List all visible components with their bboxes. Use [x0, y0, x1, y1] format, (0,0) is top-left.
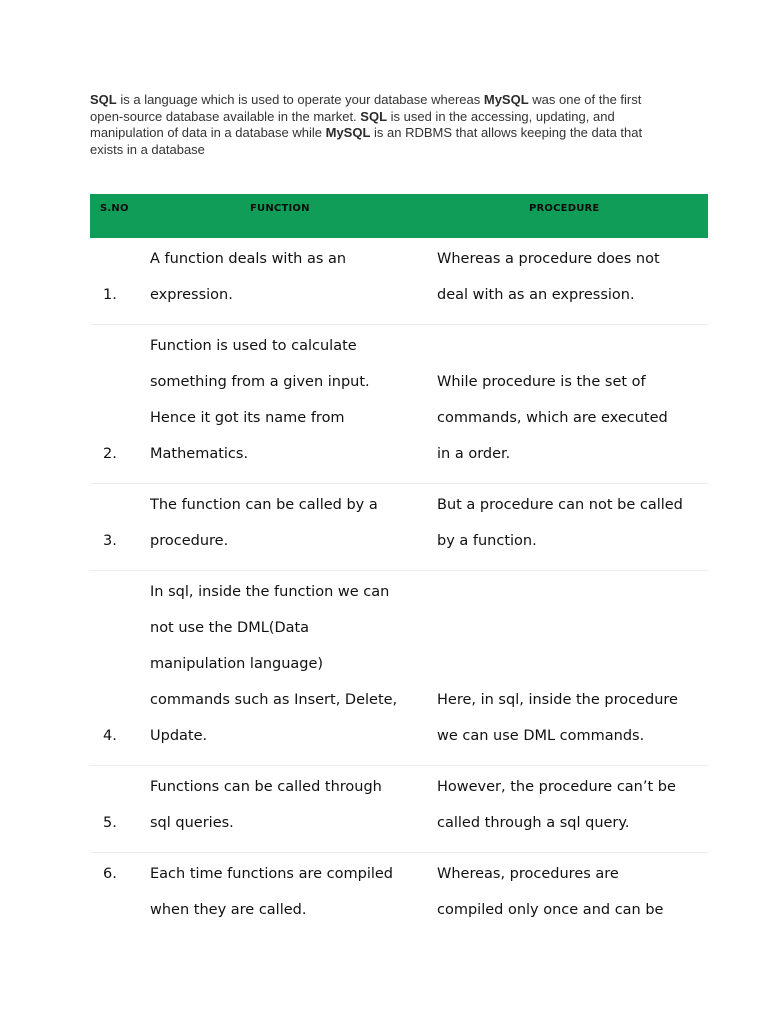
comparison-table [90, 194, 708, 928]
function-cell [150, 574, 420, 754]
procedure-text-line: However, the procedure can’t be [437, 779, 676, 795]
intro-paragraph [90, 92, 678, 158]
function-cell [150, 241, 420, 313]
procedure-text-line: But a procedure can not be called [437, 497, 683, 513]
function-text-line: Hence it got its name from [150, 410, 345, 426]
function-text-line: commands such as Insert, Delete, [150, 692, 398, 708]
function-text-line: expression. [150, 287, 233, 303]
procedure-cell [437, 769, 705, 841]
header-procedure: PROCEDURE [529, 203, 600, 214]
function-text-line: not use the DML(Data [150, 620, 310, 636]
function-text-line: something from a given input. [150, 374, 370, 390]
table-row [90, 853, 708, 928]
header-function: FUNCTION [250, 203, 310, 214]
procedure-text-line: by a function. [437, 533, 537, 549]
procedure-cell [437, 241, 705, 313]
procedure-text-line: called through a sql query. [437, 815, 630, 831]
procedure-cell [437, 856, 705, 928]
function-text-line: In sql, inside the function we can [150, 584, 390, 600]
function-cell [150, 328, 420, 472]
procedure-text-line: While procedure is the set of [437, 374, 646, 390]
table-row [90, 571, 708, 766]
function-cell [150, 769, 420, 841]
table-header [90, 194, 708, 238]
table-body [90, 238, 708, 928]
table-row [90, 325, 708, 484]
header-sno: S.NO [100, 203, 129, 214]
procedure-text-line: Whereas a procedure does not [437, 251, 660, 267]
function-text-line: when they are called. [150, 902, 307, 918]
row-number: 3. [103, 533, 117, 549]
function-text-line: Mathematics. [150, 446, 249, 462]
row-number: 6. [103, 866, 117, 882]
procedure-text-line: in a order. [437, 446, 511, 462]
procedure-cell [437, 487, 705, 559]
intro-line: exists in a database [90, 141, 205, 157]
intro-line: manipulation of data in a database while MySQL is an RDBMS that allows keeping the data that [90, 125, 643, 140]
procedure-text-line: we can use DML commands. [437, 728, 645, 744]
table-row [90, 766, 708, 853]
function-text-line: Functions can be called through [150, 779, 382, 795]
procedure-text-line: commands, which are executed [437, 410, 668, 426]
function-cell [150, 856, 420, 928]
table-row [90, 484, 708, 571]
row-number: 5. [103, 815, 117, 831]
procedure-text-line: compiled only once and can be [437, 902, 664, 918]
procedure-text-line: Here, in sql, inside the procedure [437, 692, 678, 708]
procedure-cell [437, 364, 705, 472]
function-text-line: procedure. [150, 533, 229, 549]
function-text-line: manipulation language) [150, 656, 324, 672]
row-number: 2. [103, 446, 117, 462]
function-cell [150, 487, 420, 559]
intro-line: SQL is a language which is used to operate your database whereas MySQL was one of the first [90, 92, 642, 107]
procedure-text-line: Whereas, procedures are [437, 866, 619, 882]
function-text-line: A function deals with as an [150, 251, 347, 267]
function-text-line: Function is used to calculate [150, 338, 357, 354]
table-row [90, 238, 708, 325]
function-text-line: sql queries. [150, 815, 234, 831]
function-text-line: Update. [150, 728, 208, 744]
procedure-cell [437, 682, 705, 754]
row-number: 1. [103, 287, 117, 303]
procedure-text-line: deal with as an expression. [437, 287, 635, 303]
function-text-line: The function can be called by a [150, 497, 378, 513]
row-number: 4. [103, 728, 117, 744]
function-text-line: Each time functions are compiled [150, 866, 393, 882]
intro-line: open-source database available in the market. SQL is used in the accessing, updating, and [90, 108, 615, 124]
